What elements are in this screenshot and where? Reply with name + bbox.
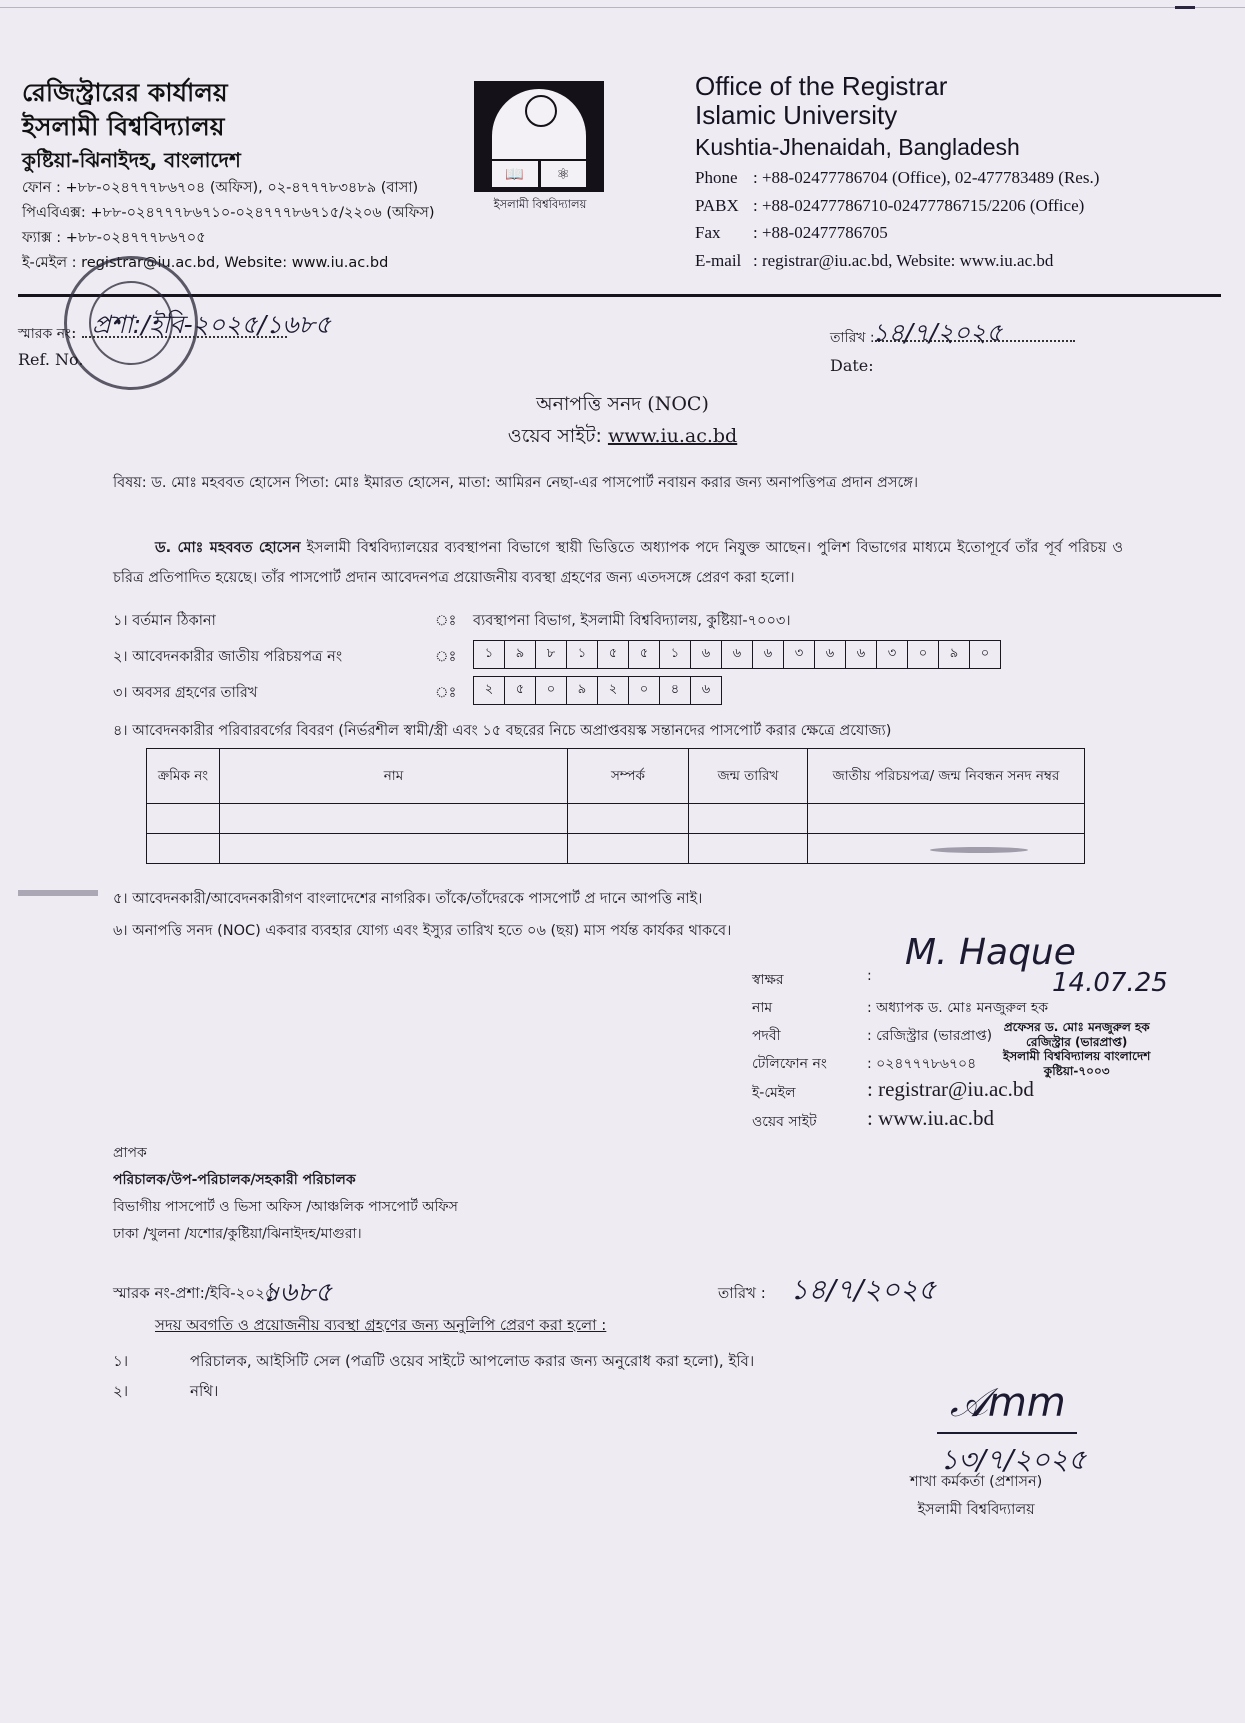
col-name: নাম (220, 749, 568, 804)
section-officer-university: ইসলামী বিশ্ববিদ্যালয় (917, 1502, 1035, 1518)
location-en: Kushtia-Jhenaidah, Bangladesh (695, 134, 1020, 160)
digit-box: ০ (980, 646, 990, 661)
item-family: ৪। আবেদনকারীর পরিবারবর্গের বিবরণ (নির্ভরশীল স্বামী/স্ত্রী এবং ১৫ বছরের নিচে অপ্রাপ্তবয়স্ক সন্তানদের পাসপোর্ট করার ক্ষেত্রে প্রযোজ্য) (113, 723, 892, 739)
digit-box: ৯ (939, 641, 970, 668)
ref-number-handwritten: প্রশা:/ইবি-২০২৫/১৬৮৫ (92, 310, 331, 339)
copy-memo-number: ১৬৮৫ (262, 1277, 333, 1308)
digit-box: ৬ (722, 641, 753, 668)
ink-smudge (18, 890, 98, 896)
nid-digit-boxes (473, 640, 1001, 669)
ref-label-bn: স্মারক নং (18, 326, 72, 342)
table-header-row (147, 749, 1085, 804)
header-divider (18, 294, 1221, 297)
document-website (0, 422, 1245, 454)
university-name-en: Islamic University (695, 100, 898, 130)
family-table (146, 748, 1085, 864)
recipient-office: বিভাগীয় পাসপোর্ট ও ভিসা অফিস /আঞ্চলিক পাসপোর্ট অফিস (113, 1199, 458, 1215)
address-value: ব্যবস্থাপনা বিভাগ, ইসলামী বিশ্ববিদ্যালয়, কুষ্টিয়া-৭০০৩। (473, 613, 791, 629)
letterhead-english (695, 72, 1099, 274)
digit-box: ৬ (815, 641, 846, 668)
registrar-signature: M. Haque (905, 932, 1076, 973)
book-icon: 📖 (492, 161, 538, 187)
digit-box: ৫ (505, 677, 536, 704)
body-paragraph (113, 533, 1123, 593)
digit-box: ১ (660, 641, 691, 668)
digit-box: ৫ (598, 641, 629, 668)
office-name-bn: রেজিস্ট্রারের কার্যালয় (22, 78, 228, 107)
section-officer-designation: শাখা কর্মকর্তা (প্রশাসন) (910, 1474, 1043, 1490)
col-serial: ক্রমিক নং (147, 749, 220, 804)
page-top-edge (0, 7, 1245, 8)
digit-box: ৫ (629, 641, 660, 668)
logo-caption: ইসলামী বিশ্ববিদ্যালয় (493, 197, 587, 211)
digit-box: ৩ (784, 641, 815, 668)
digit-box: ০ (536, 677, 567, 704)
university-logo (474, 81, 604, 192)
phone-en: Phone : +88-02477786704 (Office), 02-477783489 (Res.) (695, 168, 1100, 187)
digit-box: ১ (474, 641, 505, 668)
recipient-cities: ঢাকা /খুলনা /যশোর/কুষ্টিয়া/ঝিনাইদহ/মাগুরা। (113, 1226, 362, 1242)
section-officer-date: ১৩/৭/২০২৫ (940, 1443, 1087, 1476)
table-row (147, 804, 1085, 834)
logo-arch (492, 89, 586, 159)
subject-line: বিষয়: ড. মোঃ মহববত হোসেন পিতা: মোঃ ইমারত হোসেন, মাতা: আমিরন নেছা-এর পাসপোর্ট নবায়ন করার জন্য অনাপত্তিপত্র প্রদান প্রসঙ্গে। (113, 475, 919, 491)
email-en: E-mail : registrar@iu.ac.bd, Website: www.iu.ac.bd (695, 250, 1054, 270)
digit-box: ০ (629, 677, 660, 704)
ref-label-en: Ref. No. (18, 350, 84, 369)
copy-date-handwritten: ১৪/৭/২০২৫ (790, 1273, 937, 1306)
pabx-bn: পিএবিএক্স: +৮৮-০২৪৭৭৭৮৬৭১০-০২৪৭৭৭৮৬৭১৫/২২০৬ (অফিস) (22, 205, 435, 221)
phone-bn: ফোন : +৮৮-০২৪৭৭৭৮৬৭০৪ (অফিস), ০২-৪৭৭৭৮৩৪৮৯ (বাসা) (22, 180, 419, 196)
copy-heading: সদয় অবগতি ও প্রয়োজনীয় ব্যবস্থা গ্রহণের জন্য অনুলিপি প্রেরণ করা হলো : (155, 1316, 607, 1334)
retirement-digit-boxes (473, 676, 722, 705)
digit-box: ৯ (567, 677, 598, 704)
website-label: ওয়েব সাইট: (507, 425, 602, 447)
scan-mark (1175, 6, 1195, 9)
fax-bn: ফ্যাক্স : +৮৮-০২৪৭৭৭৮৬৭০৫ (22, 230, 206, 246)
signature-underline (937, 1432, 1077, 1434)
reference-block: স্মারক নং: Ref. No. (18, 320, 287, 373)
section-officer-signature: 𝒜mm (950, 1380, 1066, 1426)
logo-panels (492, 161, 586, 187)
digit-box: ৯ (505, 641, 536, 668)
item-label: অবসর গ্রহণের তারিখ (132, 685, 258, 701)
email-bn: ই-মেইল : registrar@iu.ac.bd, Website: www.iu.ac.bd (22, 255, 389, 271)
recipient-block (113, 1140, 458, 1248)
item-validity: ৬। অনাপত্তি সনদ (NOC) একবার ব্যবহার যোগ্য এবং ইস্যুর তারিখ হতে ০৬ (ছয়) মাস পর্যন্ত কার্যকর থাকবে। (113, 923, 732, 939)
document-title: অনাপত্তি সনদ (NOC) (536, 393, 709, 415)
ink-smudge (930, 847, 1028, 853)
item-label: আবেদনকারীর জাতীয় পরিচয়পত্র নং (132, 649, 343, 665)
digit-box: ২ (474, 677, 505, 704)
digit-box: ৬ (753, 641, 784, 668)
applicant-name: ড. মোঃ মহববত হোসেন (155, 540, 301, 556)
recipient-title: পরিচালক/উপ-পরিচালক/সহকারী পরিচালক (113, 1172, 356, 1188)
fax-en: Fax : +88-02477786705 (695, 223, 888, 242)
website-link[interactable]: www.iu.ac.bd (607, 425, 738, 447)
digit-box: ৬ (701, 682, 711, 697)
digit-box: ২ (598, 677, 629, 704)
col-nid-birth-reg: জাতীয় পরিচয়পত্র/ জন্ম নিবন্ধন সনদ নম্বর (808, 749, 1085, 804)
atom-icon: ⚛ (541, 161, 587, 187)
copy-memo-label: স্মারক নং-প্রশা:/ইবি-২০২৫/ (113, 1284, 280, 1302)
date-label-en: Date: (830, 356, 874, 375)
recipient-label: প্রাপক (113, 1145, 147, 1161)
digit-box: ৮ (536, 641, 567, 668)
office-name-en: Office of the Registrar (695, 71, 948, 101)
item-citizenship: ৫। আবেদনকারী/আবেদনকারীগণ বাংলাদেশের নাগরিক। তাঁকে/তাঁদেরকে পাসপোর্ট প্র দানে আপত্তি নাই। (113, 891, 703, 907)
location-bn: কুষ্টিয়া-ঝিনাইদহ, বাংলাদেশ (22, 148, 241, 172)
digit-box: ১ (567, 641, 598, 668)
body-text: ইসলামী বিশ্ববিদ্যালয়ের ব্যবস্থাপনা বিভাগে স্থায়ী ভিত্তিতে অধ্যাপক পদে নিযুক্ত আছেন। পুলিশ বিভাগের মাধ্যমে ইতোপূর্বে তাঁর পূর্ব পরিচয় ও চরিত্র প্রতিপাদিত হয়েছে। তাঁর পাসপোর্ট প্রদান আবেদনপত্র প্রয়োজনীয় ব্যবস্থা গ্রহণের জন্য এতদসঙ্গে প্রেরণ করা হলো। (113, 540, 1123, 586)
digit-box: ৪ (660, 677, 691, 704)
col-relation: সম্পর্ক (568, 749, 689, 804)
date-handwritten: ১৪/৭/২০২৫ (872, 318, 1003, 347)
date-label-bn: তারিখ : (830, 330, 875, 346)
item-label: বর্তমান ঠিকানা (132, 613, 216, 629)
digit-box: ৬ (846, 641, 877, 668)
registrar-signature-date: 14.07.25 (1052, 968, 1168, 998)
section-officer-block (910, 1468, 1042, 1524)
university-name-bn: ইসলামী বিশ্ববিদ্যালয় (22, 112, 225, 141)
digit-box: ৬ (691, 641, 722, 668)
torch-icon (525, 95, 557, 127)
digit-box: ৩ (877, 641, 908, 668)
col-birthdate: জন্ম তারিখ (689, 749, 808, 804)
copy-date-label: তারিখ : (718, 1284, 766, 1302)
digit-box: ০ (908, 641, 939, 668)
letterhead-bangla (22, 76, 435, 276)
pabx-en: PABX : +88-02477786710-02477786715/2206 (Office) (695, 195, 1085, 215)
registrar-name-stamp: প্রফেসর ড. মোঃ মনজুরুল হক রেজিস্ট্রার (ভারপ্রাপ্ত) ইসলামী বিশ্ববিদ্যালয় বাংলাদেশ কুষ্টিয়া-৭০০৩ (1003, 1020, 1151, 1078)
